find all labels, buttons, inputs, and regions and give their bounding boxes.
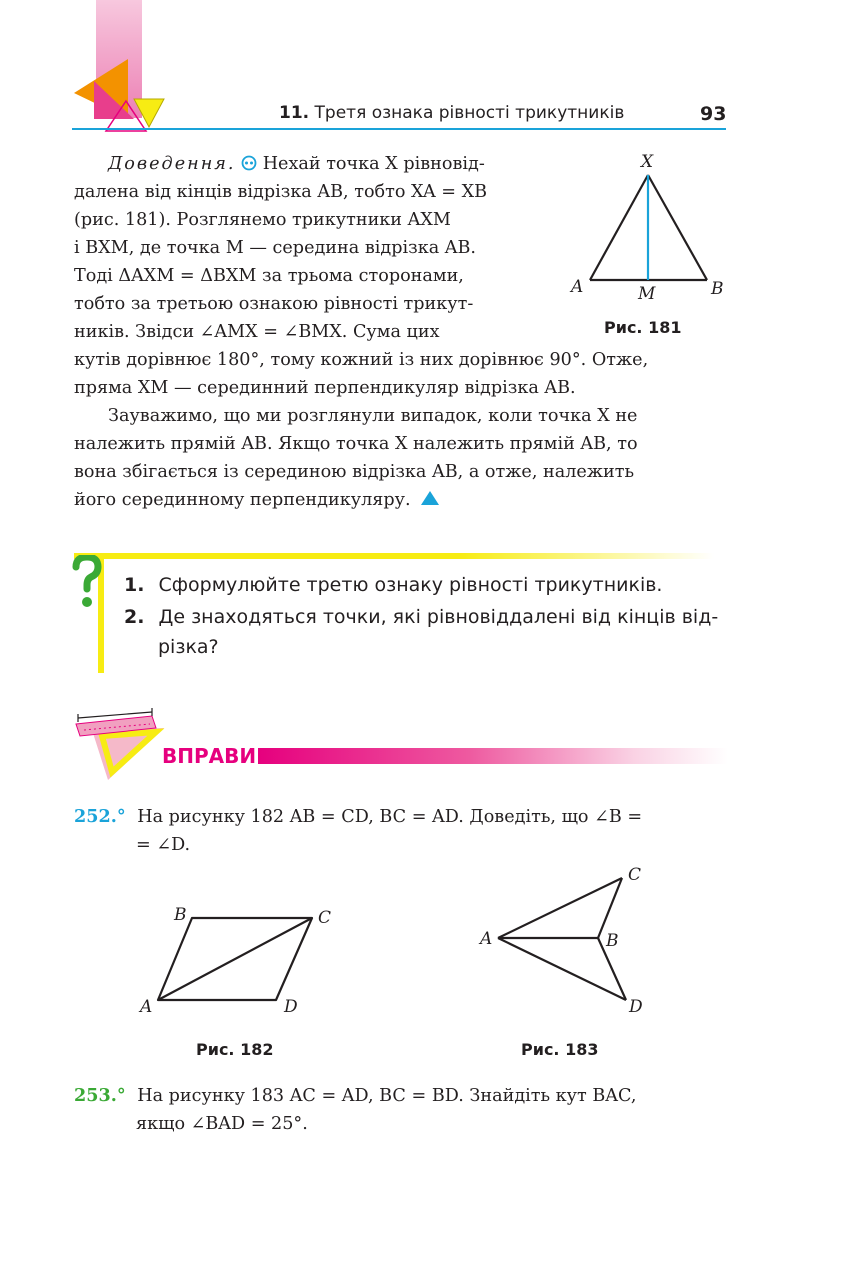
remark-line: вона збігається із серединою відрізка AB, а отже, належить (74, 462, 635, 482)
proof-line: і BXM, де точка M — середина відрізка AB. (74, 238, 477, 258)
fig182-caption: Рис. 182 (196, 1040, 274, 1059)
remark-text: його серединному перпендикуляру. (74, 490, 411, 510)
remark-line: Зауважимо, що ми розглянули випадок, коли точка X не (108, 406, 638, 426)
header-rule (72, 128, 726, 130)
exercise-text: На рисунку 182 AB = CD, BC = AD. Доведіть, що ∠B = (137, 807, 643, 827)
fig183-label-a: A (480, 929, 493, 949)
fig181-caption: Рис. 181 (604, 318, 682, 337)
question-item-1 (124, 570, 662, 600)
exercises-heading-bar (258, 748, 728, 764)
fig183-caption: Рис. 183 (521, 1040, 599, 1059)
fig182-label-d: D (284, 997, 298, 1017)
end-of-proof-triangle-icon (420, 490, 440, 506)
exercise-line (74, 803, 642, 831)
remark-line-last (74, 486, 440, 514)
section-number: 11. (279, 103, 310, 123)
fig181-label-x: X (641, 152, 654, 172)
exercise-line (74, 1082, 636, 1110)
fig182-label-a: A (140, 997, 153, 1017)
questions-top-bar (74, 553, 714, 559)
triangles-logo-icon (70, 55, 170, 135)
exercise-text: На рисунку 183 AC = AD, BC = BD. Знайдіть кут BAC, (137, 1086, 637, 1106)
exercise-number: 253.° (74, 1085, 126, 1106)
fig182-label-c: C (318, 908, 332, 928)
exercise-line-continued: якщо ∠BAD = 25°. (136, 1114, 308, 1134)
proof-line: (рис. 181). Розглянемо трикутники AXM (74, 210, 451, 230)
question-text: Сформулюйте третю ознаку рівності трикутників. (158, 574, 663, 596)
fig182-label-b: B (174, 905, 187, 925)
fig183-label-c: C (628, 865, 642, 885)
fig182-drawing (140, 900, 340, 1020)
proof-line: ників. Звідси ∠AMX = ∠BMX. Сума цих (74, 322, 440, 342)
exercise-number: 252.° (74, 806, 126, 827)
proof-line: далена від кінців відрізка AB, тобто XA = XB (74, 182, 488, 202)
ruler-triangle-icon (72, 708, 168, 784)
question-text-continued: різка? (158, 636, 219, 658)
proof-line: кутів дорівнює 180°, тому кожний із них дорівнює 90°. Отже, (74, 350, 649, 370)
question-mark-icon (70, 555, 104, 611)
question-item-2 (124, 602, 718, 632)
proof-line-1 (108, 150, 485, 178)
page-number: 93 (700, 103, 727, 125)
question-number: 2. (124, 606, 145, 628)
fig183-label-d: D (629, 997, 643, 1017)
exercise-line-continued: = ∠D. (136, 835, 191, 855)
section-title: Третя ознака рівності трикутників (314, 103, 625, 123)
proof-start-icon (241, 155, 257, 171)
proof-line: Тоді ΔAXM = ΔBXM за трьома сторонами, (74, 266, 464, 286)
proof-line: тобто за третьою ознакою рівності трикут- (74, 294, 474, 314)
running-title (279, 103, 624, 123)
fig181-label-m: M (638, 284, 656, 304)
fig181-label-a: A (571, 277, 584, 297)
question-number: 1. (124, 574, 145, 596)
fig181-label-b: B (711, 279, 724, 299)
proof-text: Нехай точка X рівновід- (262, 154, 485, 174)
proof-label: Доведення. (108, 154, 236, 174)
question-text: Де знаходяться точки, які рівновіддалені від кінців від- (158, 606, 719, 628)
fig183-label-b: B (606, 931, 619, 951)
proof-line: пряма XM — серединний перпендикуляр відрізка AB. (74, 378, 576, 398)
exercises-title: ВПРАВИ (162, 744, 257, 768)
remark-line: належить прямій AB. Якщо точка X належить прямій AB, то (74, 434, 638, 454)
